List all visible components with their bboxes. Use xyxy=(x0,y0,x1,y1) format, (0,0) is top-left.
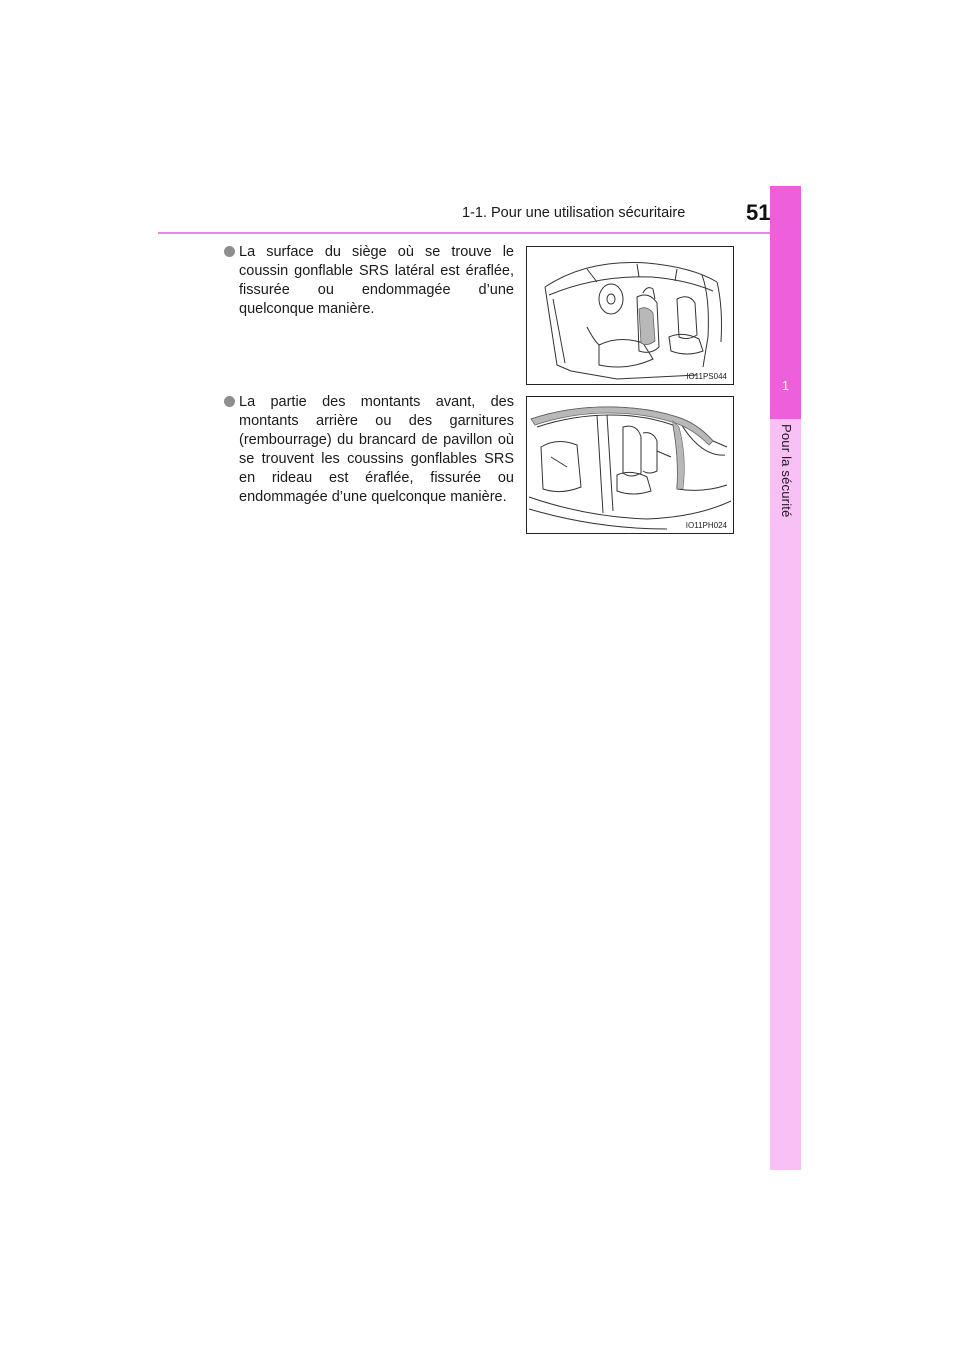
car-roof-curtain-illustration xyxy=(527,397,733,533)
page-number: 51 xyxy=(746,200,771,225)
figure-side-airbag-seat xyxy=(526,246,734,385)
header-rule xyxy=(158,232,800,234)
figure-code: IO11PS044 xyxy=(686,372,727,381)
car-interior-seat-illustration xyxy=(527,247,733,384)
chapter-sidebar xyxy=(770,186,801,1170)
bullet-item xyxy=(224,243,514,319)
bullet-item xyxy=(224,393,514,507)
figure-code: IO11PH024 xyxy=(685,521,727,530)
bullet-icon xyxy=(224,246,235,257)
figure-curtain-airbag-roof xyxy=(526,396,734,534)
bullet-icon xyxy=(224,396,235,407)
section-title: 1-1. Pour une utilisation sécuritaire xyxy=(462,205,686,221)
chapter-number: 1 xyxy=(781,378,790,393)
bullet-text: La surface du siège où se trouve le coussin gonflable SRS latéral est éraflée, fissurée ou endommagée d’une quelconque manière. xyxy=(239,244,514,317)
chapter-tab[interactable] xyxy=(770,186,801,419)
bullet-text: La partie des montants avant, des montants arrière ou des garnitures (rembourrage) du brancard de pavillon où se trouvent les coussins gonflables SRS en rideau est éraflée, fissurée ou endommagée d’une quelconque manière. xyxy=(239,394,514,505)
chapter-label: Pour la sécurité xyxy=(779,424,794,518)
